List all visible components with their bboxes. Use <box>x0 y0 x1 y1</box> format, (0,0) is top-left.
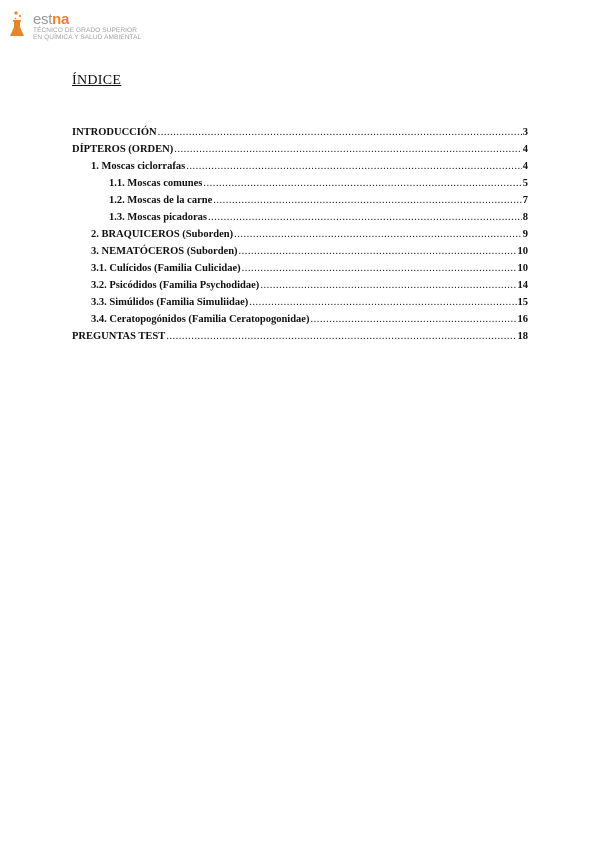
toc-entry[interactable] <box>72 243 528 260</box>
toc-entry-label: 3. NEMATÓCEROS (Suborden) <box>91 246 238 257</box>
toc-entry-page: 7 <box>522 195 528 206</box>
toc-entry-label: INTRODUCCIÓN <box>72 127 157 138</box>
toc-entry[interactable] <box>72 226 528 243</box>
toc-entry[interactable] <box>72 192 528 209</box>
header-logo <box>9 10 141 41</box>
toc-entry-page: 14 <box>517 280 528 291</box>
toc-entry-label: 2. BRAQUICEROS (Suborden) <box>91 229 234 240</box>
toc-entry-page: 15 <box>517 297 528 308</box>
toc-entry[interactable] <box>72 175 528 192</box>
toc-entry[interactable] <box>72 277 528 294</box>
brand-name: estna <box>33 11 70 28</box>
toc-entry[interactable] <box>72 141 528 158</box>
brand-tagline-1: TÉCNICO DE GRADO SUPERIOR <box>33 27 137 34</box>
toc-entry-label: 1.3. Moscas picadoras <box>109 212 207 223</box>
toc-entry-page: 3 <box>522 127 528 138</box>
toc-entry[interactable] <box>72 124 528 141</box>
toc-entry-label: 3.2. Psicódidos (Familia Psychodidae) <box>91 280 260 291</box>
toc-dot-leader <box>186 158 522 175</box>
toc-entry-page: 10 <box>517 263 528 274</box>
toc-entry[interactable] <box>72 260 528 277</box>
index-title: ÍNDICE <box>72 73 122 88</box>
toc-entry[interactable] <box>72 209 528 226</box>
toc-entry-page: 5 <box>522 178 528 189</box>
toc-entry[interactable] <box>72 158 528 175</box>
toc-dot-leader <box>166 328 516 345</box>
toc-entry-page: 18 <box>517 331 528 342</box>
toc-dot-leader <box>249 294 516 311</box>
table-of-contents <box>72 124 528 345</box>
toc-entry-page: 4 <box>522 161 528 172</box>
toc-dot-leader <box>174 141 522 158</box>
toc-entry-label: 3.1. Culícidos (Familia Culicidae) <box>91 263 241 274</box>
toc-dot-leader <box>310 311 516 328</box>
toc-entry-label: 3.4. Ceratopogónidos (Familia Ceratopogonidae) <box>91 314 310 325</box>
toc-entry-label: 1.2. Moscas de la carne <box>109 195 213 206</box>
toc-dot-leader <box>208 209 522 226</box>
toc-entry-label: DÍPTEROS (ORDEN) <box>72 144 174 155</box>
toc-entry[interactable] <box>72 328 528 345</box>
toc-dot-leader <box>213 192 522 209</box>
brand-tagline-2: EN QUÍMICA Y SALUD AMBIENTAL <box>33 34 142 41</box>
toc-dot-leader <box>239 243 517 260</box>
toc-entry-page: 10 <box>517 246 528 257</box>
toc-entry-label: 1.1. Moscas comunes <box>109 178 203 189</box>
toc-dot-leader <box>158 124 522 141</box>
toc-entry-label: 1. Moscas ciclorrafas <box>91 161 186 172</box>
toc-entry-page: 9 <box>522 229 528 240</box>
flask-icon <box>9 10 31 38</box>
toc-dot-leader <box>242 260 517 277</box>
toc-entry[interactable] <box>72 311 528 328</box>
toc-entry[interactable] <box>72 294 528 311</box>
toc-entry-page: 16 <box>517 314 528 325</box>
toc-entry-page: 4 <box>522 144 528 155</box>
toc-dot-leader <box>260 277 516 294</box>
toc-entry-page: 8 <box>522 212 528 223</box>
toc-entry-label: 3.3. Simúlidos (Familia Simuliidae) <box>91 297 249 308</box>
toc-dot-leader <box>234 226 522 243</box>
toc-dot-leader <box>203 175 521 192</box>
toc-entry-label: PREGUNTAS TEST <box>72 331 166 342</box>
